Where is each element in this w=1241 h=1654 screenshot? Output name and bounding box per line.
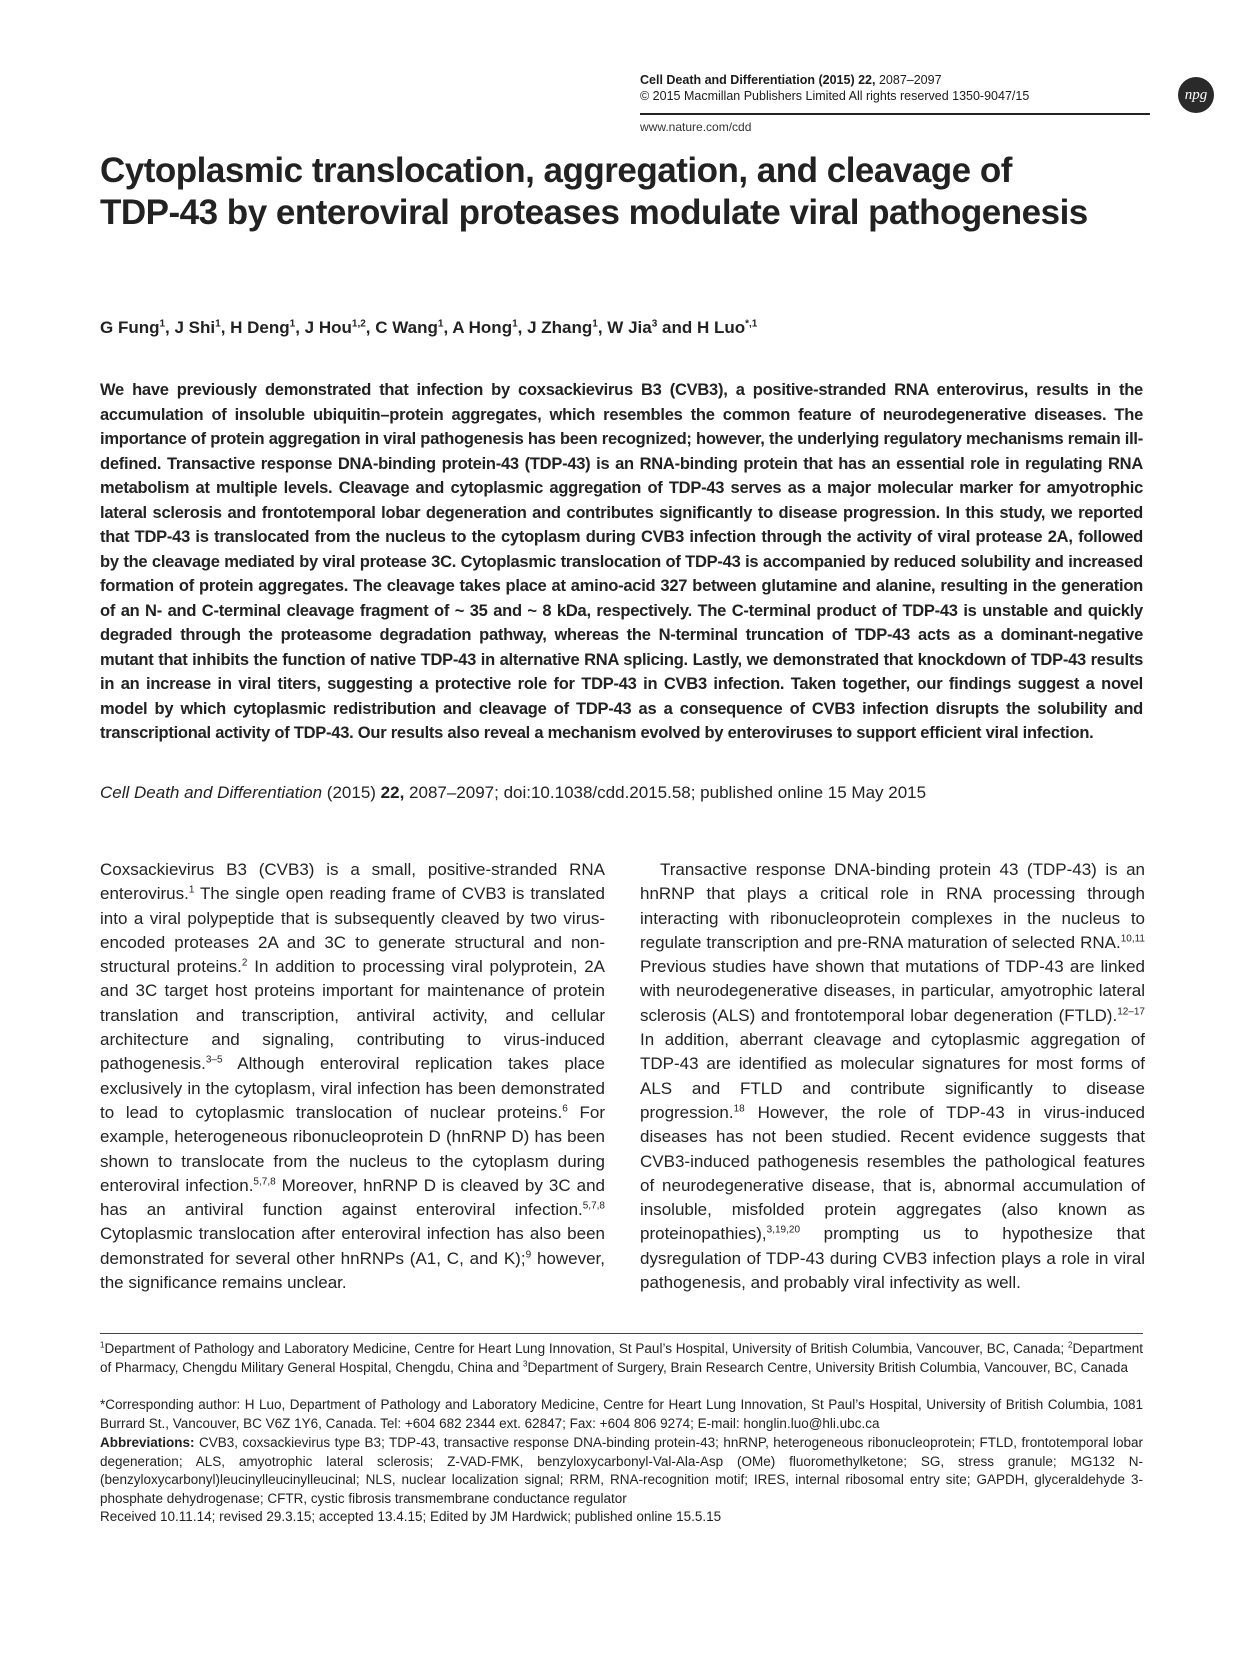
affiliations-footnote bbox=[100, 1340, 1143, 1377]
journal-url[interactable]: www.nature.com/cdd bbox=[640, 120, 752, 134]
article-title: Cytoplasmic translocation, aggregation, and cleavage of TDP-43 by enteroviral proteases modulate viral pathogenesis bbox=[100, 151, 1088, 232]
author-affiliation: 3 bbox=[651, 318, 658, 330]
citation-journal: Cell Death and Differentiation bbox=[100, 783, 323, 802]
author-affiliation: 1 bbox=[512, 318, 518, 330]
reference-superscript: 10,11 bbox=[1120, 933, 1145, 945]
text-run: In addition to processing viral polyprotein, 2A and 3C target host proteins important for maintenance of protein translation and transcription, antiviral activity, and cellular architecture and signaling, contributing to virus-induced pathogenesis. bbox=[100, 957, 605, 1074]
author-separator: , bbox=[443, 318, 453, 337]
reference-superscript: 5,7,8 bbox=[582, 1200, 605, 1212]
footnote-divider bbox=[100, 1333, 1143, 1334]
author-separator: , bbox=[597, 318, 608, 337]
author-separator: , bbox=[517, 318, 528, 337]
body-column-left bbox=[100, 858, 605, 1295]
author-separator: , bbox=[365, 318, 376, 337]
author-separator: , bbox=[220, 318, 231, 337]
reference-superscript: 18 bbox=[733, 1103, 745, 1115]
reference-superscript: 9 bbox=[525, 1249, 532, 1261]
author-name: A Hong bbox=[452, 318, 513, 337]
reference-superscript: 1 bbox=[100, 1340, 105, 1350]
reference-superscript: 12–17 bbox=[1117, 1006, 1145, 1018]
text-run: Transactive response DNA-binding protein 43 (TDP-43) is an hnRNP that plays a critical role in RNA processing through interacting with ribonucleoprotein complexes in the nucleus to regulate transcription and pre-RNA maturation of selected RNA. bbox=[640, 860, 1145, 952]
npg-logo: npg bbox=[1178, 77, 1214, 113]
author-affiliation: 1 bbox=[215, 318, 221, 330]
text-run: Department of Pathology and Laboratory Medicine, Centre for Heart Lung Innovation, St Paul’s Hospital, University of British Columbia, Vancouver, BC, Canada; bbox=[104, 1341, 1068, 1356]
received-dates: Received 10.11.14; revised 29.3.15; accepted 13.4.15; Edited by JM Hardwick; published online 15.5.15 bbox=[100, 1509, 722, 1524]
author-name: J Shi bbox=[174, 318, 216, 337]
text-run: Previous studies have shown that mutations of TDP-43 are linked with neurodegenerative diseases, in particular, amyotrophic lateral sclerosis (ALS) and frontotemporal lobar degeneration (FTLD). bbox=[640, 957, 1145, 1025]
reference-superscript: 3,19,20 bbox=[766, 1224, 801, 1236]
text-run: However, the role of TDP-43 in virus-induced diseases has not been studied. Recent evidence suggests that CVB3-induced pathogenesis resembles the pathological features of neurodegenerative disease, that is, abnormal accumulation of insoluble, misfolded protein aggregates (also known as proteinopathies), bbox=[640, 1102, 1145, 1244]
corresponding-author-footnote: *Corresponding author: H Luo, Department of Pathology and Laboratory Medicine, Centre for Heart Lung Innovation, St Paul’s Hospital, University of British Columbia, 1081 Burrard St., Vancouver, BC V6Z 1Y6, Canada. Tel: +604 682 2344 ext. 62847; Fax: +604 806 9274; E-mail: honglin.luo@hli.ubc.ca bbox=[100, 1397, 1143, 1431]
author-separator: and bbox=[657, 318, 697, 337]
abbreviations-footnote bbox=[100, 1434, 1143, 1508]
journal-name: Cell Death and Differentiation (2015) 22, bbox=[640, 73, 876, 87]
abbreviations-label: Abbreviations: bbox=[100, 1435, 195, 1450]
reference-superscript: 2 bbox=[241, 957, 248, 969]
text-run: Although enteroviral replication takes place exclusively in the cytoplasm, viral infection has been demonstrated to lead to cytoplasmic translocation of nuclear proteins. bbox=[100, 1054, 605, 1122]
author-affiliation: 1 bbox=[592, 318, 598, 330]
reference-superscript: 3 bbox=[522, 1359, 528, 1368]
author-name: J Hou bbox=[304, 318, 352, 337]
author-name: W Jia bbox=[607, 318, 652, 337]
author-name: G Fung bbox=[100, 318, 160, 337]
author-affiliation: 1 bbox=[289, 318, 296, 330]
reference-superscript: 6 bbox=[562, 1103, 568, 1115]
reference-superscript: 1 bbox=[188, 884, 195, 896]
text-run: Moreover, hnRNP D is cleaved by 3C and has an antiviral function against enteroviral infection. bbox=[100, 1175, 605, 1220]
author-separator: , bbox=[295, 318, 305, 337]
text-run: Cytoplasmic translocation after enteroviral infection has also been demonstrated for several other hnRNPs (A1, C, and K); bbox=[100, 1224, 605, 1268]
author-name: H Deng bbox=[230, 318, 290, 337]
citation-line bbox=[100, 783, 926, 803]
citation-year: (2015) bbox=[322, 783, 381, 802]
citation-rest: 2087–2097; doi:10.1038/cdd.2015.58; published online 15 May 2015 bbox=[404, 783, 927, 802]
text-run: however, the significance remains unclear. bbox=[100, 1248, 605, 1293]
text-run: For example, heterogeneous ribonucleoprotein D (hnRNP D) has been shown to translocate from the nucleus to the cytoplasm during enteroviral infection. bbox=[100, 1102, 605, 1195]
reference-superscript: 2 bbox=[1068, 1340, 1073, 1350]
header-divider bbox=[640, 113, 1150, 115]
text-run: prompting us to hypothesize that dysregulation of TDP-43 during CVB3 infection plays a role in viral pathogenesis, and probably viral infectivity as well. bbox=[640, 1224, 1145, 1293]
author-affiliation: 1 bbox=[437, 318, 444, 330]
journal-header bbox=[640, 72, 1095, 104]
author-list bbox=[100, 318, 757, 338]
author-separator: , bbox=[165, 318, 175, 337]
journal-citation bbox=[640, 72, 1095, 88]
text-run: Coxsackievirus B3 (CVB3) is a small, positive-stranded RNA enterovirus. bbox=[100, 860, 605, 904]
reference-superscript: 3–5 bbox=[205, 1054, 223, 1066]
citation-volume: 22, bbox=[380, 783, 405, 802]
body-column-right bbox=[640, 858, 1145, 1295]
text-run: Department of Pharmacy, Chengdu Military General Hospital, Chengdu, China and bbox=[100, 1341, 1143, 1375]
author-affiliation: 1,2 bbox=[351, 318, 366, 330]
journal-pages: 2087–2097 bbox=[875, 73, 942, 87]
text-run: In addition, aberrant cleavage and cytoplasmic aggregation of TDP-43 are identified as molecular signatures for most forms of ALS and FTLD and contribute significantly to disease progression. bbox=[640, 1030, 1145, 1122]
abbreviations-text: CVB3, coxsackievirus type B3; TDP-43, transactive response DNA-binding protein-43; hnRNP, heterogeneous ribonucleoprotein; FTLD, frontotemporal lobar degeneration; ALS, amyotrophic lateral sclerosis; Z-VAD-FMK, benzyloxycarbonyl-Val-Ala-Asp (OMe) fluoromethylketone; SG, stress granule; MG132 N-(benzyloxycarbonyl)leucinylleucinylleucinal; NLS, nuclear localization signal; RRM, RNA-recognition motif; IRES, internal ribosomal entry site; GAPDH, glyceraldehyde 3-phosphate dehydrogenase; CFTR, cystic fibrosis transmembrane conductance regulator bbox=[100, 1435, 1143, 1506]
abstract: We have previously demonstrated that infection by coxsackievirus B3 (CVB3), a positive-stranded RNA enterovirus, results in the accumulation of insoluble ubiquitin–protein aggregates, which resembles the common feature of neurodegenerative diseases. The importance of protein aggregation in viral pathogenesis has been recognized; however, the underlying regulatory mechanisms remain ill-defined. Transactive response DNA-binding protein-43 (TDP-43) is an RNA-binding protein that has an essential role in regulating RNA metabolism at multiple levels. Cleavage and cytoplasmic aggregation of TDP-43 serves as a major molecular marker for amyotrophic lateral sclerosis and frontotemporal lobar degeneration and contributes significantly to disease progression. In this study, we reported that TDP-43 is translocated from the nucleus to the cytoplasm during CVB3 infection through the activity of viral protease 2A, followed by the cleavage mediated by viral protease 3C. Cytoplasmic translocation of TDP-43 is accompanied by reduced solubility and increased formation of protein aggregates. The cleavage takes place at amino-acid 327 between glutamine and alanine, resulting in the generation of an N- and C-terminal cleavage fragment of ~ 35 and ~ 8 kDa, respectively. The C-terminal product of TDP-43 is unstable and quickly degraded through the proteasome degradation pathway, whereas the N-terminal truncation of TDP-43 acts as a dominant-negative mutant that inhibits the function of native TDP-43 in alternative RNA splicing. Lastly, we demonstrated that knockdown of TDP-43 results in an increase in viral titers, suggesting a protective role for TDP-43 in CVB3 infection. Taken together, our findings suggest a novel model by which cytoplasmic redistribution and cleavage of TDP-43 as a consequence of CVB3 infection disrupts the solubility and transcriptional activity of TDP-43. Our results also reveal a mechanism evolved by enteroviruses to support efficient viral infection. bbox=[100, 381, 1143, 742]
author-affiliation: *,1 bbox=[745, 318, 758, 330]
author-affiliation: 1 bbox=[159, 318, 166, 330]
author-name: J Zhang bbox=[527, 318, 593, 337]
author-name: C Wang bbox=[375, 318, 438, 337]
copyright-line: © 2015 Macmillan Publishers Limited All rights reserved 1350-9047/15 bbox=[640, 89, 1030, 103]
text-run: The single open reading frame of CVB3 is translated into a viral polypeptide that is subsequently cleaved by two virus-encoded proteases 2A and 3C to generate structural and non-structural proteins. bbox=[100, 884, 605, 977]
reference-superscript: 5,7,8 bbox=[253, 1176, 276, 1188]
text-run: Department of Surgery, Brain Research Centre, University British Columbia, Vancouver, BC, Canada bbox=[527, 1359, 1128, 1375]
author-name: H Luo bbox=[696, 318, 746, 337]
